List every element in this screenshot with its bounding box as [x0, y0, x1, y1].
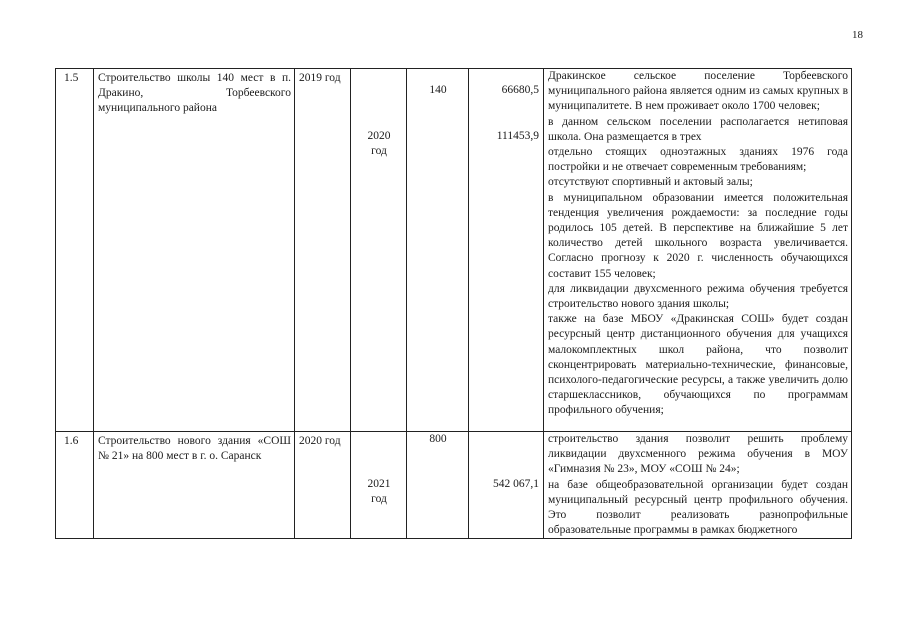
justification-paragraph: в муниципальном образовании имеется положительная тенденция увеличения рождаемости: за последние годы родилось 105 детей. В перспективе на ближайшие 5 лет количество детей школьного возраста увеличивается. Согласно прогнозу к 2020 г. численность обучающихся составит 155 человек;: [548, 191, 848, 280]
end-year-cell: [351, 432, 407, 539]
projects-table: [55, 68, 852, 539]
justification-paragraph: для ликвидации двухсменного режима обучения требуется строительство нового здания школы;: [548, 282, 848, 311]
justification-paragraph: отсутствуют спортивный и актовый залы;: [548, 176, 753, 189]
row-number: 1.6: [64, 435, 79, 447]
capacity-cell: [407, 432, 469, 539]
capacity: 800: [429, 433, 447, 445]
cost-second: 542 067,1: [493, 478, 539, 490]
cost-second: 111453,9: [496, 130, 539, 142]
table-row: [56, 432, 852, 539]
justification-paragraph: Дракинское сельское поселение Торбеевского муниципального района является одним из самых крупных в муниципалитете. В нем проживает около 1700 человек;: [548, 70, 848, 113]
project-name-cell: [94, 69, 295, 432]
start-year-cell: [295, 432, 351, 539]
end-year: 2021 год: [367, 478, 391, 506]
cost-cell: [469, 69, 544, 432]
row-number-cell: [56, 69, 94, 432]
capacity: 140: [429, 84, 447, 96]
justification-cell: [544, 69, 852, 432]
row-number-cell: [56, 432, 94, 539]
justification-paragraph: строительство здания позволит решить проблему ликвидации двухсменного режима обучения в МОУ «Гимназия № 23», МОУ «СОШ № 24»;: [548, 433, 848, 476]
justification-paragraph: на базе общеобразовательной организации будет создан муниципальный ресурсный центр профильного обучения. Это позволит реализовать разнопрофильные образовательные программы в рамках бюджетного: [548, 478, 848, 537]
end-year: 2020 год: [367, 130, 391, 158]
start-year: 2019 год: [299, 72, 341, 84]
row-number: 1.5: [64, 72, 79, 84]
cost-cell: [469, 432, 544, 539]
justification-paragraph: отдельно стоящих одноэтажных зданиях 1976 года постройки и не отвечает современным требованиям;: [548, 146, 848, 174]
end-year-cell: [351, 69, 407, 432]
justification-paragraph: в данном сельском поселении располагается нетиповая школа. Она размещается в трех: [548, 115, 848, 143]
start-year-cell: [295, 69, 351, 432]
start-year: 2020 год: [299, 435, 341, 447]
page-number: 18: [852, 29, 863, 41]
project-name-cell: [94, 432, 295, 539]
justification-paragraph: также на базе МБОУ «Дракинская СОШ» будет создан ресурсный центр дистанционного обучения для учащихся малокомплектных школ района, что позволит сконцентрировать материально-технические, финансовые, психолого-педагогические ресурсы, а также увеличить долю старшеклассников, обучающихся по программам профильного обучения;: [548, 313, 848, 417]
cost-first: 66680,5: [501, 84, 539, 96]
table-row: [56, 69, 852, 432]
project-name: Строительство нового здания «СОШ № 21» на 800 мест в г. о. Саранск: [98, 435, 291, 463]
capacity-cell: [407, 69, 469, 432]
project-name: Строительство школы 140 мест в п. Дракино, Торбеевского муниципального района: [98, 72, 291, 115]
justification-cell: [544, 432, 852, 539]
